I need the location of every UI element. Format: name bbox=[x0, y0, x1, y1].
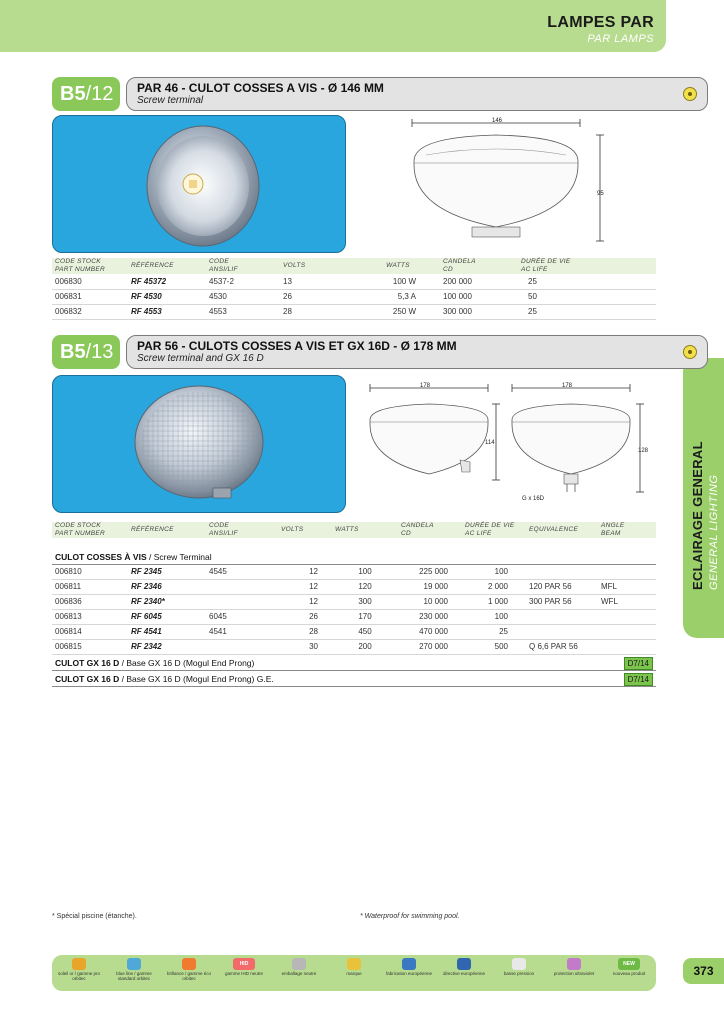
technical-drawing-par46 bbox=[400, 115, 610, 255]
cell-ansi: 4537-2 bbox=[206, 274, 280, 289]
dim-height-a-label: 114 bbox=[485, 440, 495, 446]
product-photo-par56 bbox=[52, 375, 346, 513]
cell-equiv bbox=[526, 564, 598, 579]
cell-code: 006810 bbox=[52, 564, 128, 579]
base-label: G x 16D bbox=[522, 496, 545, 502]
brilliance-icon bbox=[182, 958, 196, 970]
legend-item bbox=[109, 958, 159, 981]
table-row bbox=[52, 304, 656, 319]
d-reference-badge: D7/14 bbox=[624, 673, 653, 686]
side-tab-title: ECLAIRAGE GENERAL bbox=[690, 441, 705, 590]
technical-drawing-par56 bbox=[360, 380, 660, 510]
cell-candela: 200 000 bbox=[440, 274, 518, 289]
dim-width-label: 146 bbox=[492, 118, 503, 124]
cell-watts: 100 bbox=[332, 564, 398, 579]
cell-volts: 26 bbox=[280, 289, 356, 304]
lamp-photo-icon bbox=[53, 376, 347, 514]
legend-label: protection ultraviolet bbox=[553, 971, 595, 976]
cell-candela: 470 000 bbox=[398, 624, 462, 639]
cell-code: 006832 bbox=[52, 304, 128, 319]
cell-ansi: 4530 bbox=[206, 289, 280, 304]
dim-width-a-label: 178 bbox=[420, 383, 431, 389]
col-volts-header: VOLTS bbox=[280, 258, 356, 274]
cell-life: 25 bbox=[518, 274, 656, 289]
cell-code: 006830 bbox=[52, 274, 128, 289]
section-subtitle: Screw terminal and GX 16 D bbox=[137, 353, 264, 364]
legend-item bbox=[439, 958, 489, 976]
cell-ansi: 6045 bbox=[206, 609, 278, 624]
par46-table bbox=[52, 258, 656, 320]
cell-watts: 300 bbox=[332, 594, 398, 609]
col-beam-header: ANGLE BEAM bbox=[598, 522, 656, 538]
legend-item bbox=[494, 958, 544, 976]
section-title-bar bbox=[126, 335, 708, 369]
legend-item bbox=[604, 958, 654, 976]
group-header-gx16d: CULOT GX 16 D / Base GX 16 D (Mogul End Prong) D7/14 bbox=[52, 654, 656, 670]
legend-item bbox=[549, 958, 599, 976]
cell-life: 500 bbox=[462, 639, 526, 654]
uv-protection-icon bbox=[567, 958, 581, 970]
table-header bbox=[52, 258, 656, 274]
legend-label: soleil or / gamme pro orbitec bbox=[57, 971, 101, 981]
cell-beam bbox=[598, 639, 656, 654]
cell-watts: 100 W bbox=[356, 274, 440, 289]
cell-watts: 5,3 A bbox=[356, 289, 440, 304]
cell-candela: 230 000 bbox=[398, 609, 462, 624]
cell-beam bbox=[598, 609, 656, 624]
legend-item bbox=[384, 958, 434, 976]
legend-item bbox=[54, 958, 104, 981]
cell-ansi: 4553 bbox=[206, 304, 280, 319]
col-watts-header: WATTS bbox=[356, 258, 440, 274]
page-title: LAMPES PAR bbox=[547, 14, 654, 31]
sun-icon bbox=[72, 958, 86, 970]
cell-ansi bbox=[206, 594, 278, 609]
group-header-gx16d-ge: CULOT GX 16 D / Base GX 16 D (Mogul End Prong) G.E. D7/14 bbox=[52, 670, 656, 686]
legend-band bbox=[52, 955, 656, 991]
side-tab-subtitle: GENERAL LIGHTING bbox=[708, 474, 720, 590]
table-row bbox=[52, 289, 656, 304]
cell-ansi: 4545 bbox=[206, 564, 278, 579]
pressure-icon bbox=[512, 958, 526, 970]
col-watts-header: WATTS bbox=[332, 522, 398, 538]
page-number: 373 bbox=[683, 958, 724, 984]
table-row bbox=[52, 639, 656, 654]
col-candela-header: CANDELA CD bbox=[440, 258, 518, 274]
cell-code: 006814 bbox=[52, 624, 128, 639]
table-row bbox=[52, 564, 656, 579]
directive-icon bbox=[457, 958, 471, 970]
cell-ref: RF 2340* bbox=[128, 594, 206, 609]
legend-item bbox=[329, 958, 379, 976]
cell-ansi bbox=[206, 579, 278, 594]
col-code-header: CODE STOCK PART NUMBER bbox=[52, 258, 128, 274]
legend-item bbox=[219, 958, 269, 976]
cell-ref: RF 4553 bbox=[128, 304, 206, 319]
lamp-photo-icon bbox=[53, 116, 347, 254]
legend-label: emballage neutre bbox=[281, 971, 317, 976]
cell-code: 006815 bbox=[52, 639, 128, 654]
group-header-screw: CULOT COSSES À VIS / Screw Terminal bbox=[52, 548, 656, 564]
section-badge: B5/12 bbox=[52, 77, 120, 111]
cell-equiv: 300 PAR 56 bbox=[526, 594, 598, 609]
legend-label: basse pression bbox=[503, 971, 535, 976]
par56-table bbox=[52, 522, 656, 687]
col-ref-header: RÉFÉRENCE bbox=[128, 258, 206, 274]
section-badge: B5/13 bbox=[52, 335, 120, 369]
legend-label: nouveau produit bbox=[612, 971, 646, 976]
table-row bbox=[52, 594, 656, 609]
cell-candela: 300 000 bbox=[440, 304, 518, 319]
cell-life: 100 bbox=[462, 609, 526, 624]
legend-label: gamme HID neutre bbox=[224, 971, 263, 976]
cell-volts: 13 bbox=[280, 274, 356, 289]
cell-ref: RF 45372 bbox=[128, 274, 206, 289]
col-ansi-header: CODE ANSI/LIF bbox=[206, 258, 280, 274]
cell-watts: 170 bbox=[332, 609, 398, 624]
lamp-type-icon bbox=[683, 345, 697, 359]
cell-life: 2 000 bbox=[462, 579, 526, 594]
cell-code: 006831 bbox=[52, 289, 128, 304]
cell-beam bbox=[598, 564, 656, 579]
legend-label: brillance / gamme éco orbitec bbox=[166, 971, 212, 981]
cell-volts: 28 bbox=[278, 624, 332, 639]
lamp-type-icon bbox=[683, 87, 697, 101]
cell-volts: 30 bbox=[278, 639, 332, 654]
cell-watts: 250 W bbox=[356, 304, 440, 319]
col-candela-header: CANDELA CD bbox=[398, 522, 462, 538]
cell-ref: RF 2342 bbox=[128, 639, 206, 654]
cell-candela: 19 000 bbox=[398, 579, 462, 594]
table-row bbox=[52, 624, 656, 639]
hid-icon: HID bbox=[233, 958, 255, 970]
blue-line-icon bbox=[127, 958, 141, 970]
cell-ref: RF 2346 bbox=[128, 579, 206, 594]
cell-code: 006836 bbox=[52, 594, 128, 609]
cell-life: 25 bbox=[518, 304, 656, 319]
legend-label: blue line / gamme standard orbitec bbox=[116, 971, 152, 981]
section-subtitle: Screw terminal bbox=[137, 95, 204, 106]
cell-beam bbox=[598, 624, 656, 639]
cell-watts: 200 bbox=[332, 639, 398, 654]
cell-ansi: 4541 bbox=[206, 624, 278, 639]
legend-label: directive européenne bbox=[442, 971, 486, 976]
cell-candela: 270 000 bbox=[398, 639, 462, 654]
cell-volts: 12 bbox=[278, 594, 332, 609]
cell-volts: 12 bbox=[278, 579, 332, 594]
col-life-header: DURÉE DE VIE AC LIFE bbox=[462, 522, 526, 538]
cell-equiv: Q 6,6 PAR 56 bbox=[526, 639, 598, 654]
legend-item bbox=[164, 958, 214, 981]
col-code-header: CODE STOCK PART NUMBER bbox=[52, 522, 128, 538]
cell-beam: WFL bbox=[598, 594, 656, 609]
legend-label: fabrication européenne bbox=[385, 971, 433, 976]
page-subtitle: PAR LAMPS bbox=[587, 33, 654, 45]
cell-equiv bbox=[526, 609, 598, 624]
table-row bbox=[52, 579, 656, 594]
col-life-header: DURÉE DE VIE AC LIFE bbox=[518, 258, 656, 274]
cell-equiv bbox=[526, 624, 598, 639]
col-ansi-header: CODE ANSI/LIF bbox=[206, 522, 278, 538]
cell-candela: 100 000 bbox=[440, 289, 518, 304]
col-ref-header: RÉFÉRENCE bbox=[128, 522, 206, 538]
packaging-icon bbox=[292, 958, 306, 970]
cell-candela: 10 000 bbox=[398, 594, 462, 609]
col-equiv-header: EQUIVALENCE bbox=[526, 522, 598, 538]
cell-life: 25 bbox=[462, 624, 526, 639]
table-header bbox=[52, 522, 656, 538]
cell-watts: 450 bbox=[332, 624, 398, 639]
cell-watts: 120 bbox=[332, 579, 398, 594]
footnote-en: * Waterproof for swimming pool. bbox=[360, 913, 460, 920]
legend-label: marque bbox=[346, 971, 362, 976]
cell-equiv: 120 PAR 56 bbox=[526, 579, 598, 594]
cell-ref: RF 4530 bbox=[128, 289, 206, 304]
cell-candela: 225 000 bbox=[398, 564, 462, 579]
section-title-bar bbox=[126, 77, 708, 111]
marque-icon bbox=[347, 958, 361, 970]
footnote-fr: * Spécial piscine (étanche). bbox=[52, 913, 137, 920]
dim-width-b-label: 178 bbox=[562, 383, 573, 389]
cell-beam: MFL bbox=[598, 579, 656, 594]
fabrication-icon bbox=[402, 958, 416, 970]
table-row bbox=[52, 609, 656, 624]
legend-item bbox=[274, 958, 324, 976]
cell-volts: 26 bbox=[278, 609, 332, 624]
cell-life: 50 bbox=[518, 289, 656, 304]
product-photo-par46 bbox=[52, 115, 346, 253]
section-title: PAR 56 - CULOTS COSSES A VIS ET GX 16D - Ø 178 MM bbox=[137, 339, 457, 353]
section-title: PAR 46 - CULOT COSSES A VIS - Ø 146 MM bbox=[137, 81, 384, 95]
dim-height-label: 95 bbox=[597, 191, 604, 197]
cell-ref: RF 4541 bbox=[128, 624, 206, 639]
d-reference-badge: D7/14 bbox=[624, 657, 653, 670]
cell-life: 1 000 bbox=[462, 594, 526, 609]
cell-volts: 12 bbox=[278, 564, 332, 579]
cell-code: 006811 bbox=[52, 579, 128, 594]
cell-ref: RF 2345 bbox=[128, 564, 206, 579]
cell-ref: RF 6045 bbox=[128, 609, 206, 624]
dim-height-b-label: 128 bbox=[638, 448, 649, 454]
table-row bbox=[52, 274, 656, 289]
cell-code: 006813 bbox=[52, 609, 128, 624]
cell-ansi bbox=[206, 639, 278, 654]
col-volts-header: VOLTS bbox=[278, 522, 332, 538]
new-product-icon: NEW bbox=[618, 958, 640, 970]
cell-life: 100 bbox=[462, 564, 526, 579]
cell-volts: 28 bbox=[280, 304, 356, 319]
